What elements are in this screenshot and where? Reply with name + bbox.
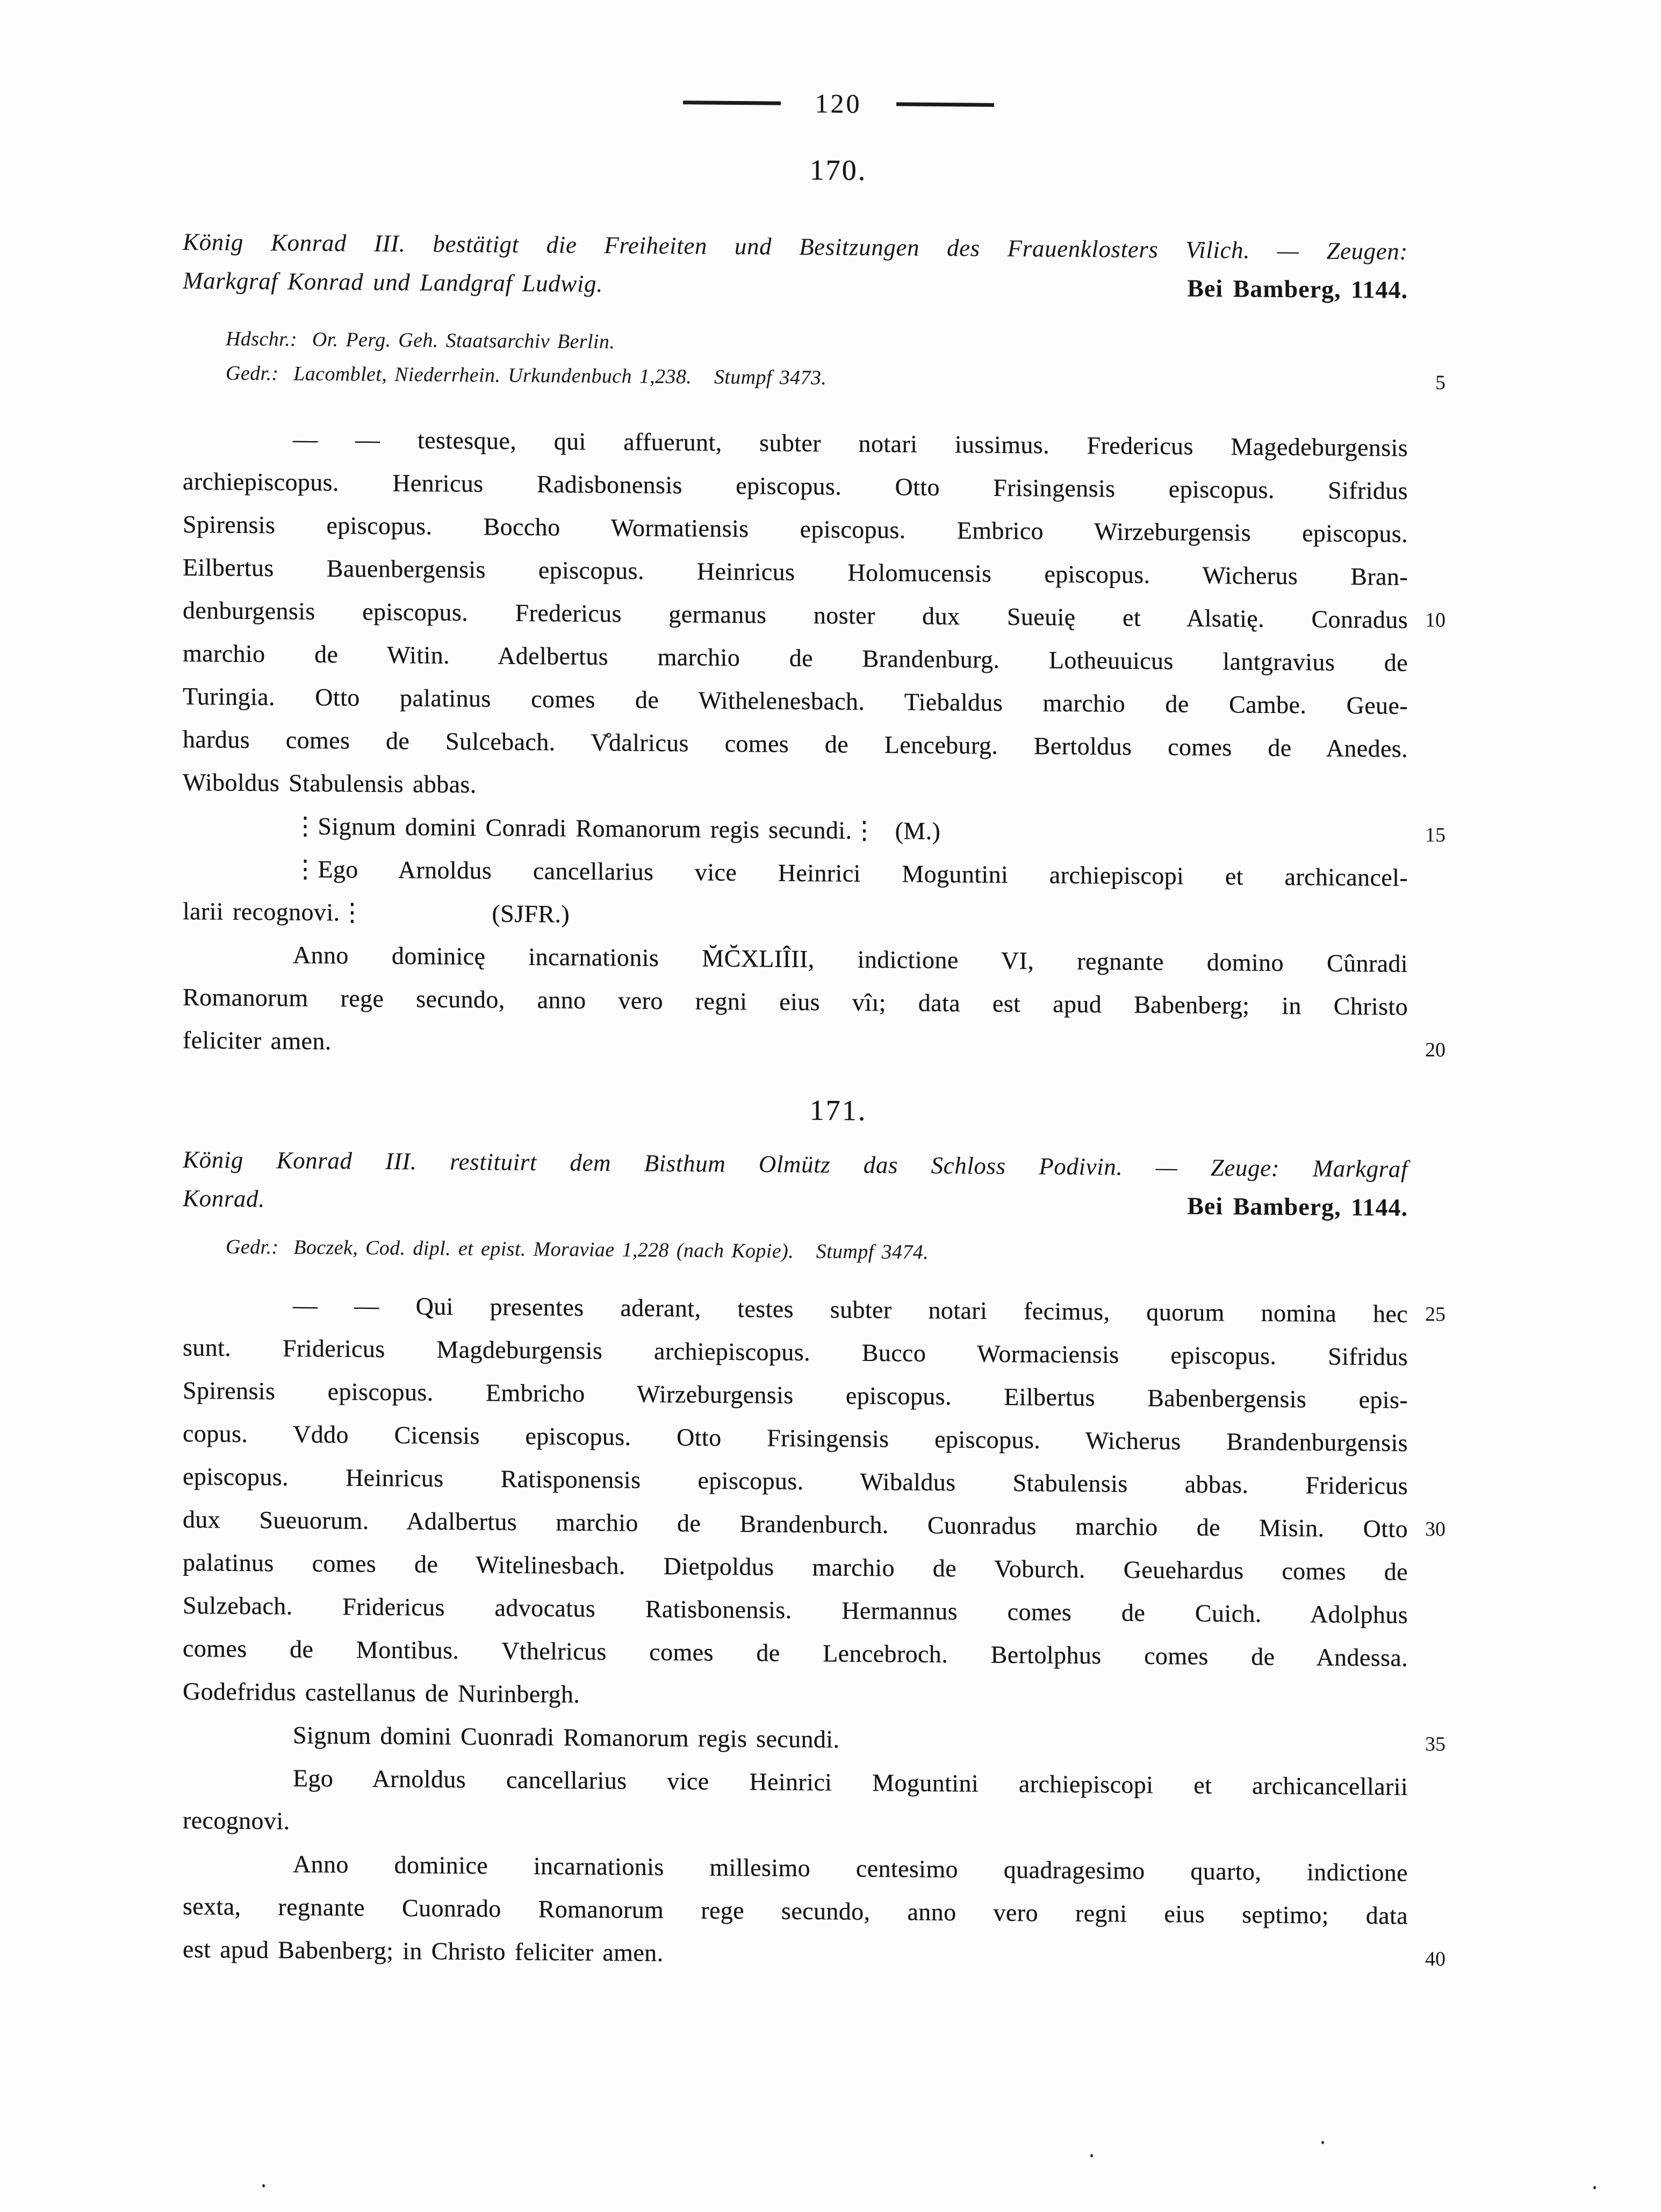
text-line: Spirensis episcopus. Boccho Wormatiensis episcopus. Embrico Wirzeburgensis episcopus. bbox=[183, 510, 1408, 547]
text-line: hardus comes de Sulcebach. V̊dalricus comes de Lenceburg. Bertoldus comes de Anedes. bbox=[183, 725, 1408, 762]
text-line: dux Sueuorum. Adalbertus marchio de Brandenburch. Cuonradus marchio de Misin. Otto bbox=[183, 1505, 1408, 1543]
text-line: episcopus. Heinricus Ratisponensis episcopus. Wibaldus Stabulensis abbas. Fridericus bbox=[183, 1462, 1408, 1500]
scan-speck bbox=[1090, 2154, 1093, 2157]
header-rule-right bbox=[896, 102, 994, 106]
text-line: palatinus comes de Witelinesbach. Dietpoldus marchio de Voburch. Geuehardus comes de bbox=[183, 1548, 1408, 1586]
doc-170-place-date: Bei Bamberg, 1144. bbox=[1187, 274, 1408, 304]
margin-line-number: 5 bbox=[1435, 371, 1446, 394]
text-line: est apud Babenberg; in Christo feliciter amen. bbox=[183, 1935, 664, 1967]
margin-line-number: 15 bbox=[1425, 824, 1446, 847]
text-line: larii recognovi.⋮ (SJFR.) bbox=[183, 897, 570, 928]
text-line: Romanorum rege secundo, anno vero regni eius vîı; data est apud Babenberg; in Christo bbox=[183, 983, 1408, 1020]
margin-line-number: 20 bbox=[1425, 1039, 1446, 1062]
margin-line-number: 30 bbox=[1425, 1518, 1446, 1541]
doc-170-headnote-text: Markgraf Konrad und Landgraf Ludwig. bbox=[183, 267, 603, 298]
doc-171-number: 171. bbox=[809, 1094, 867, 1127]
margin-line-number: 40 bbox=[1425, 1948, 1446, 1971]
scan-speck bbox=[1321, 2141, 1324, 2144]
text-line: Eilbertus Bauenbergensis episcopus. Heinricus Holomucensis episcopus. Wicherus Bran- bbox=[183, 553, 1408, 590]
scan-speck bbox=[262, 2184, 265, 2187]
text-line: Signum domini Cuonradi Romanorum regis secundi. bbox=[293, 1721, 840, 1753]
doc-170-body bbox=[183, 417, 1408, 1071]
margin-line-number: 10 bbox=[1425, 609, 1446, 632]
text-line: sexta, regnante Cuonrado Romanorum rege secundo, anno vero regni eius septimo; data bbox=[183, 1892, 1408, 1929]
text-line: Anno dominice incarnationis millesimo centesimo quadragesimo quarto, indictione bbox=[293, 1850, 1408, 1886]
page-number: 120 bbox=[815, 88, 862, 119]
text-line: recognovi. bbox=[183, 1806, 290, 1835]
doc-170-headnote-line-1: König Konrad III. bestätigt die Freiheiten und Besitzungen des Frauenklosters Vilich. — Zeugen: bbox=[183, 228, 1408, 265]
doc-170-source-gedr: Gedr.: Lacomblet, Niederrhein. Urkundenbuch 1,238. Stumpf 3473. bbox=[226, 362, 827, 390]
text-line: Turingia. Otto palatinus comes de Withelenesbach. Tiebaldus marchio de Cambe. Geue- bbox=[183, 682, 1408, 719]
margin-line-number: 25 bbox=[1425, 1303, 1446, 1326]
doc-170-sources bbox=[183, 321, 1451, 400]
doc-171-sources bbox=[183, 1229, 1451, 1274]
margin-line-number: 35 bbox=[1425, 1733, 1446, 1756]
text-line: archiepiscopus. Henricus Radisbonensis episcopus. Otto Frisingensis episcopus. Sifridus bbox=[183, 467, 1408, 505]
text-line: comes de Montibus. Vthelricus comes de Lencebroch. Bertolphus comes de Andessa. bbox=[183, 1634, 1408, 1671]
text-line: marchio de Witin. Adelbertus marchio de Brandenburg. Lotheuuicus lantgravius de bbox=[183, 639, 1408, 676]
doc-171-headnote-text: Konrad. bbox=[183, 1185, 265, 1213]
scan-speck bbox=[1593, 2186, 1596, 2189]
doc-170-number: 170. bbox=[809, 154, 867, 187]
text-line: denburgensis episcopus. Fredericus germanus noster dux Sueuię et Alsatię. Conradus bbox=[183, 596, 1408, 633]
doc-170-source-hdschr: Hdschr.: Or. Perg. Geh. Staatsarchiv Berlin. bbox=[226, 327, 615, 354]
doc-171-body bbox=[183, 1283, 1408, 1980]
text-line: — — testesque, qui affuerunt, subter notari iussimus. Fredericus Magedeburgensis bbox=[293, 425, 1408, 462]
doc-171-place-date: Bei Bamberg, 1144. bbox=[1187, 1192, 1408, 1221]
text-line: sunt. Fridericus Magdeburgensis archiepiscopus. Bucco Wormaciensis episcopus. Sifridus bbox=[183, 1334, 1408, 1371]
text-line: ⋮Signum domini Conradi Romanorum regis secundi.⋮ (M.) bbox=[293, 812, 941, 845]
text-line: Wiboldus Stabulensis abbas. bbox=[183, 768, 477, 798]
text-line: feliciter amen. bbox=[183, 1026, 332, 1055]
doc-170-headnote bbox=[183, 222, 1408, 309]
text-line: ⋮Ego Arnoldus cancellarius vice Heinrici Moguntini archiepiscopi et archicancel- bbox=[293, 855, 1408, 891]
text-line: Godefridus castellanus de Nurinbergh. bbox=[183, 1677, 580, 1708]
text-line: copus. Vddo Cicensis episcopus. Otto Frisingensis episcopus. Wicherus Brandenburgensis bbox=[183, 1420, 1408, 1457]
doc-171-headnote-line-1: König Konrad III. restituirt dem Bisthum Olmütz das Schloss Podivin. — Zeuge: Markgraf bbox=[183, 1146, 1408, 1183]
page-header bbox=[183, 80, 1451, 127]
text-line: Anno dominicę incarnationis M̆C̆XLIÎII, indictione VI, regnante domino Cûnradi bbox=[293, 941, 1408, 977]
text-line: Spirensis episcopus. Embricho Wirzeburgensis episcopus. Eilbertus Babenbergensis epis- bbox=[183, 1377, 1408, 1414]
doc-171-source-gedr: Gedr.: Boczek, Cod. dipl. et epist. Moraviae 1,228 (nach Kopie). Stumpf 3474. bbox=[226, 1235, 929, 1264]
text-line: Ego Arnoldus cancellarius vice Heinrici Moguntini archiepiscopi et archicancellarii bbox=[293, 1764, 1408, 1800]
text-line: — — Qui presentes aderant, testes subter notari fecimus, quorum nomina hec bbox=[293, 1291, 1408, 1328]
doc-171-headnote bbox=[183, 1140, 1408, 1227]
text-line: Sulzebach. Fridericus advocatus Ratisbonensis. Hermannus comes de Cuich. Adolphus bbox=[183, 1591, 1408, 1629]
header-rule-left bbox=[683, 100, 781, 105]
